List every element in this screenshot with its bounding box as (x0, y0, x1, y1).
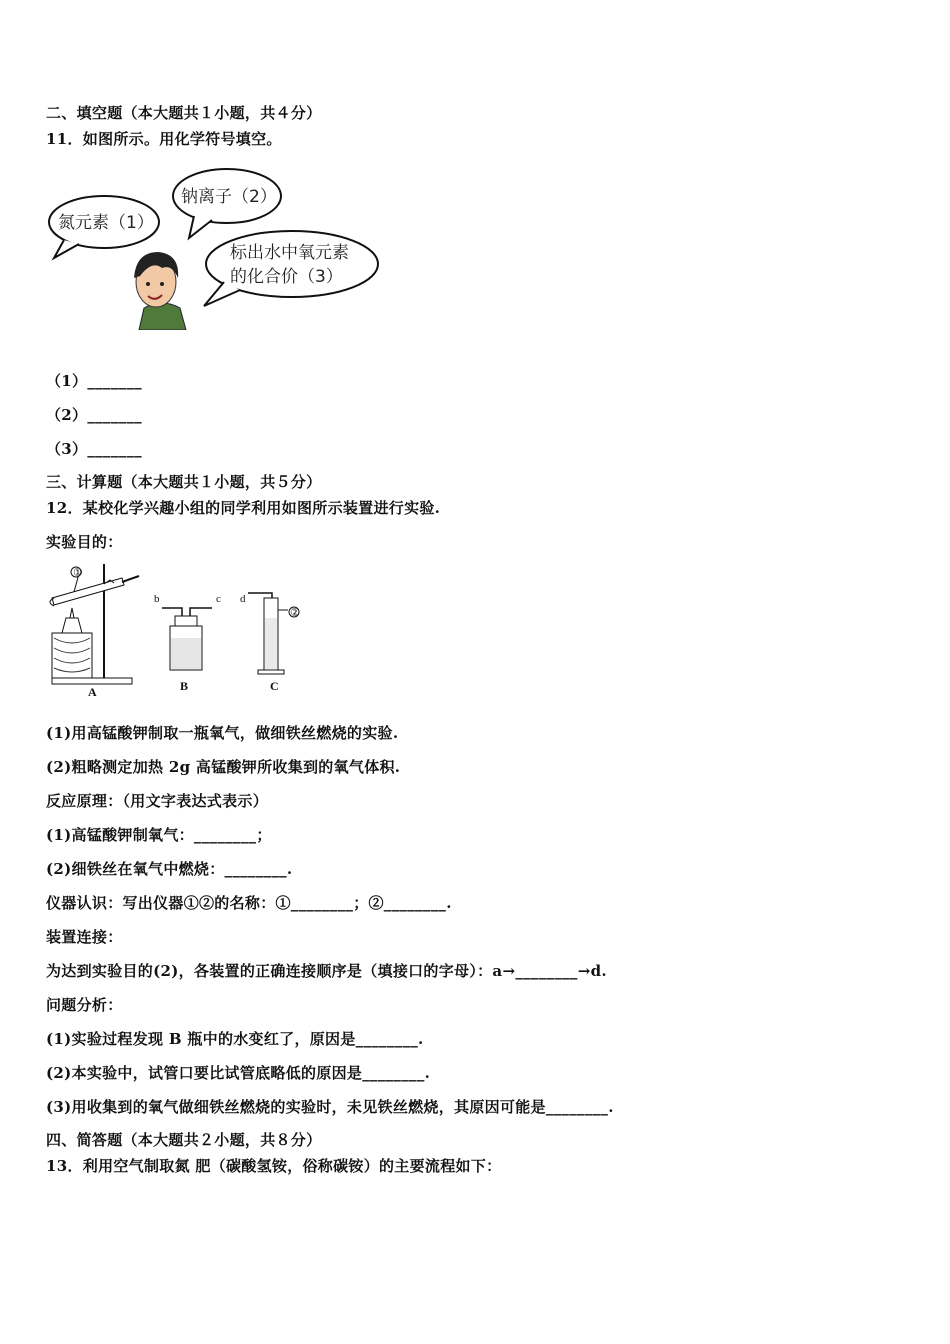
mark-2: ② (290, 607, 300, 619)
section-3-heading: 三、计算题（本大题共１小题，共５分） (46, 473, 322, 491)
section-2-heading: 二、填空题（本大题共１小题，共４分） (46, 104, 322, 122)
question-11: 11．如图所示。用化学符号填空。 (46, 130, 282, 148)
question-12: 12．某校化学兴趣小组的同学利用如图所示装置进行实验. (46, 499, 441, 517)
text-line-7: 装置连接： (46, 928, 123, 946)
section-4-heading: 四、简答题（本大题共２小题，共８分） (46, 1131, 322, 1149)
text-line-11: (2)本实验中，试管口要比试管底略低的原因是________. (46, 1064, 431, 1082)
blank-2: （2）_______ (46, 406, 142, 424)
bubble-1-text: 氮元素（1） (58, 213, 154, 233)
blank-3: （3）_______ (46, 440, 142, 458)
experiment-purpose-label: 实验目的： (46, 533, 123, 551)
text-line-4: (1)高锰酸钾制氧气：________； (46, 826, 272, 844)
bubble-3-text-2: 的化合价（3） (230, 267, 343, 287)
port-c: c (216, 593, 221, 605)
question-13: 13．利用空气制取氮 肥（碳酸氢铵，俗称碳铵）的主要流程如下： (46, 1157, 502, 1175)
apparatus-c (240, 593, 300, 693)
text-line-12: (3)用收集到的氧气做细铁丝燃烧的实验时，未见铁丝燃烧，其原因可能是________. (46, 1098, 614, 1116)
apparatus-b (154, 593, 221, 693)
speech-bubble-figure (44, 160, 389, 330)
bubble-3-text-1: 标出水中氧元素 (230, 243, 349, 263)
text-line-9: 问题分析： (46, 996, 123, 1014)
text-line-1: (1)用高锰酸钾制取一瓶氧气，做细铁丝燃烧的实验. (46, 724, 399, 742)
bubble-2-text: 钠离子（2） (181, 187, 277, 207)
text-line-2: (2)粗略测定加热 2g 高锰酸钾所收集到的氧气体积. (46, 758, 401, 776)
bubble-oxygen-valence (204, 231, 378, 306)
port-b: b (154, 593, 160, 605)
text-line-3: 反应原理：（用文字表达式表示） (46, 792, 269, 810)
text-line-10: (1)实验过程发现 B 瓶中的水变红了，原因是________. (46, 1030, 424, 1048)
apparatus-a (50, 564, 139, 699)
label-c: C (270, 679, 279, 693)
port-d: d (240, 593, 246, 605)
apparatus-figure (44, 558, 314, 703)
text-line-5: (2)细铁丝在氧气中燃烧：________. (46, 860, 293, 878)
blank-1: （1）_______ (46, 372, 142, 390)
mark-1: ① (73, 567, 83, 579)
text-line-8: 为达到实验目的(2)，各装置的正确连接顺序是（填接口的字母）：a→________→d. (46, 962, 607, 980)
bubble-nitrogen (49, 196, 159, 258)
text-line-6: 仪器认识：写出仪器①②的名称：①________；②________. (46, 894, 452, 912)
label-a: A (88, 685, 97, 699)
bubble-sodium-ion (173, 169, 281, 238)
label-b: B (180, 679, 189, 693)
student-cartoon (134, 252, 186, 330)
